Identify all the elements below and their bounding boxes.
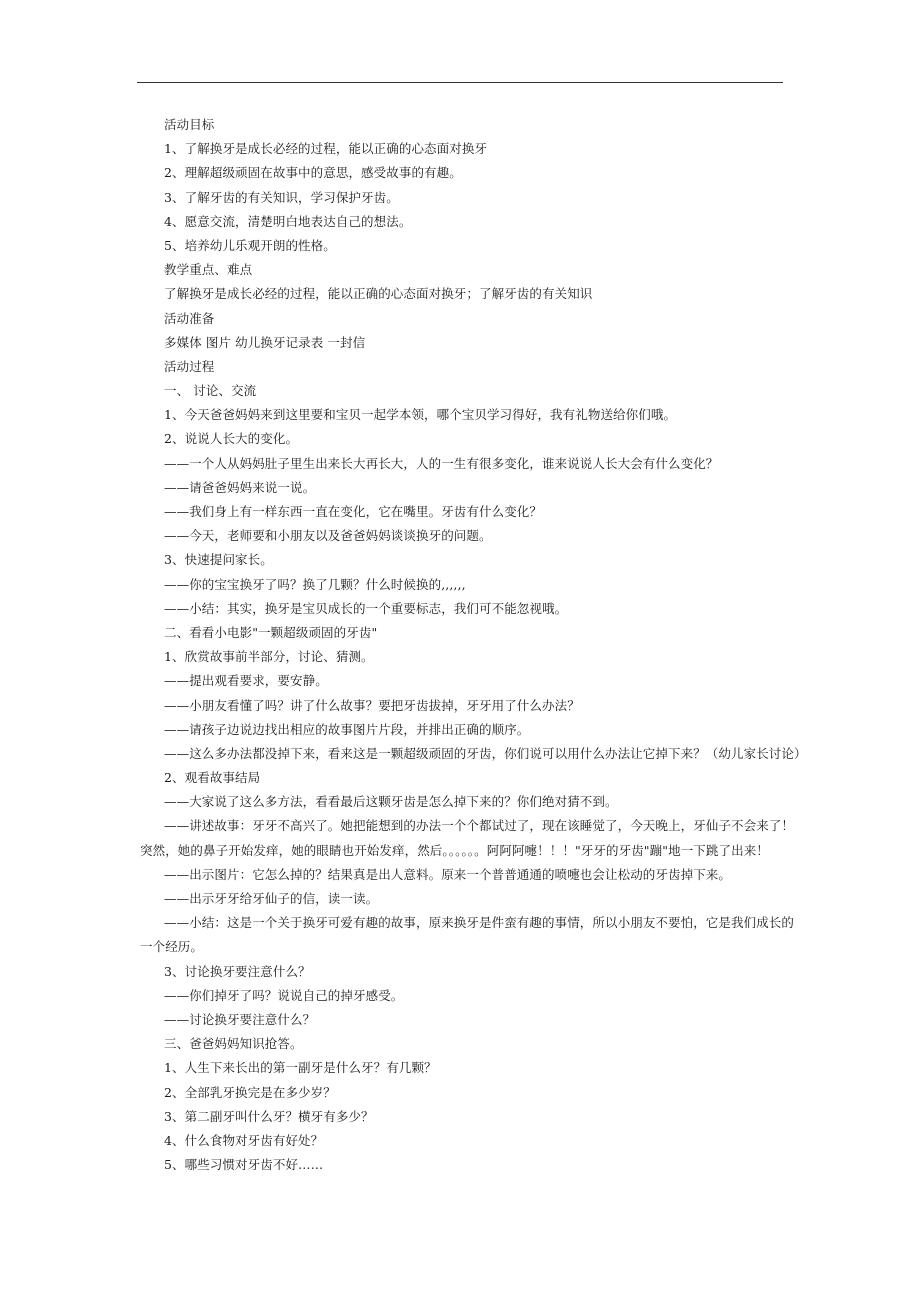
document-body <box>140 113 807 1177</box>
text-line: 3、快速提问家长。 <box>164 552 273 568</box>
header-rule <box>137 82 783 83</box>
text-line: 3、了解牙齿的有关知识，学习保护牙齿。 <box>164 189 399 205</box>
text-line: 1、欣赏故事前半部分，讨论、猜测。 <box>164 649 374 665</box>
text-line: ——大家说了这么多方法，看看最后这颗牙齿是怎么掉下来的？你们绝对猜不到。 <box>164 794 618 810</box>
text-line: 突然，她的鼻子开始发痒，她的眼睛也开始发痒，然后。。。。。。阿阿阿嚏！！！"牙牙的牙齿"蹦"地一下跳了出来！ <box>140 842 769 858</box>
text-line: 2、理解超级顽固在故事中的意思，感受故事的有趣。 <box>164 165 462 181</box>
text-line: 5、哪些习惯对牙齿不好…… <box>164 1157 324 1173</box>
text-line: 1、人生下来长出的第一副牙是什么牙？有几颗？ <box>164 1060 437 1076</box>
text-line: 2、全部乳牙换完是在多少岁？ <box>164 1084 336 1100</box>
text-line: 一个经历。 <box>140 939 204 955</box>
text-line: 1、了解换牙是成长必经的过程，能以正确的心态面对换牙 <box>164 141 488 157</box>
text-line: 3、讨论换牙要注意什么？ <box>164 963 311 979</box>
text-line: ——一个人从妈妈肚子里生出来长大再长大，人的一生有很多变化，谁来说说人长大会有什么变化？ <box>164 455 719 471</box>
text-line: ——你们掉牙了吗？说说自己的掉牙感受。 <box>164 987 404 1003</box>
text-line: 了解换牙是成长必经的过程，能以正确的心态面对换牙；了解牙齿的有关知识 <box>164 286 593 302</box>
text-line: ——今天，老师要和小朋友以及爸爸妈妈谈谈换牙的问题。 <box>164 528 492 544</box>
text-line: 三、爸爸妈妈知识抢答。 <box>164 1036 303 1052</box>
text-line: 活动目标 <box>164 117 215 132</box>
text-line: ——提出观看要求，要安静。 <box>164 673 328 689</box>
text-line: ——我们身上有一样东西一直在变化，它在嘴里。牙齿有什么变化？ <box>164 504 543 519</box>
text-line: ——出示图片：它怎么掉的？结果真是出人意料。原来一个普普通通的喷嚏也会让松动的牙齿掉下来。 <box>164 866 732 882</box>
text-line: ——小结：这是一个关于换牙可爱有趣的故事，原来换牙是件蛮有趣的事情，所以小朋友不要怕，它是我们成长的 <box>164 915 795 931</box>
text-line: 2、观看故事结局 <box>164 770 261 786</box>
text-line: ——小朋友看懂了吗？讲了什么故事？要把牙齿拔掉，牙牙用了什么办法？ <box>164 697 580 713</box>
text-line: 一、 讨论、交流 <box>164 383 257 399</box>
text-line: ——你的宝宝换牙了吗？换了几颗？什么时候换的,,,,,, <box>164 576 466 592</box>
text-line: 多媒体 图片 幼儿换牙记录表 一封信 <box>164 334 366 350</box>
text-line: 二、看看小电影"一颗超级顽固的牙齿" <box>164 624 378 640</box>
text-line: ——出示牙牙给牙仙子的信，读一读。 <box>164 891 379 906</box>
text-line: ——小结：其实，换牙是宝贝成长的一个重要标志，我们可不能忽视哦。 <box>164 600 568 616</box>
text-line: ——这么多办法都没掉下来，看来这是一颗超级顽固的牙齿，你们说可以用什么办法让它掉下来？（幼儿家长讨论） <box>164 745 807 761</box>
text-line: 活动准备 <box>164 310 215 326</box>
text-line: 教学重点、难点 <box>164 262 253 278</box>
text-line: 3、第二副牙叫什么牙？横牙有多少？ <box>164 1108 374 1124</box>
text-line: ——请孩子边说边找出相应的故事图片片段，并排出正确的顺序。 <box>164 721 530 737</box>
text-line: ——讲述故事：牙牙不高兴了。她把能想到的办法一个个都试过了，现在该睡觉了，今天晚上，牙仙子不会来了！ <box>164 818 795 834</box>
text-line: 1、今天爸爸妈妈来到这里要和宝贝一起学本领，哪个宝贝学习得好，我有礼物送给你们哦。 <box>164 407 677 423</box>
text-line: 4、愿意交流，清楚明白地表达自己的想法。 <box>164 213 412 229</box>
text-line: ——讨论换牙要注意什么？ <box>164 1011 316 1027</box>
text-line: 4、什么食物对牙齿有好处？ <box>164 1132 324 1148</box>
text-line: 活动过程 <box>164 358 215 374</box>
text-line: ——请爸爸妈妈来说一说。 <box>164 479 316 495</box>
text-line: 2、说说人长大的变化。 <box>164 431 299 447</box>
text-line: 5、培养幼儿乐观开朗的性格。 <box>164 237 336 253</box>
